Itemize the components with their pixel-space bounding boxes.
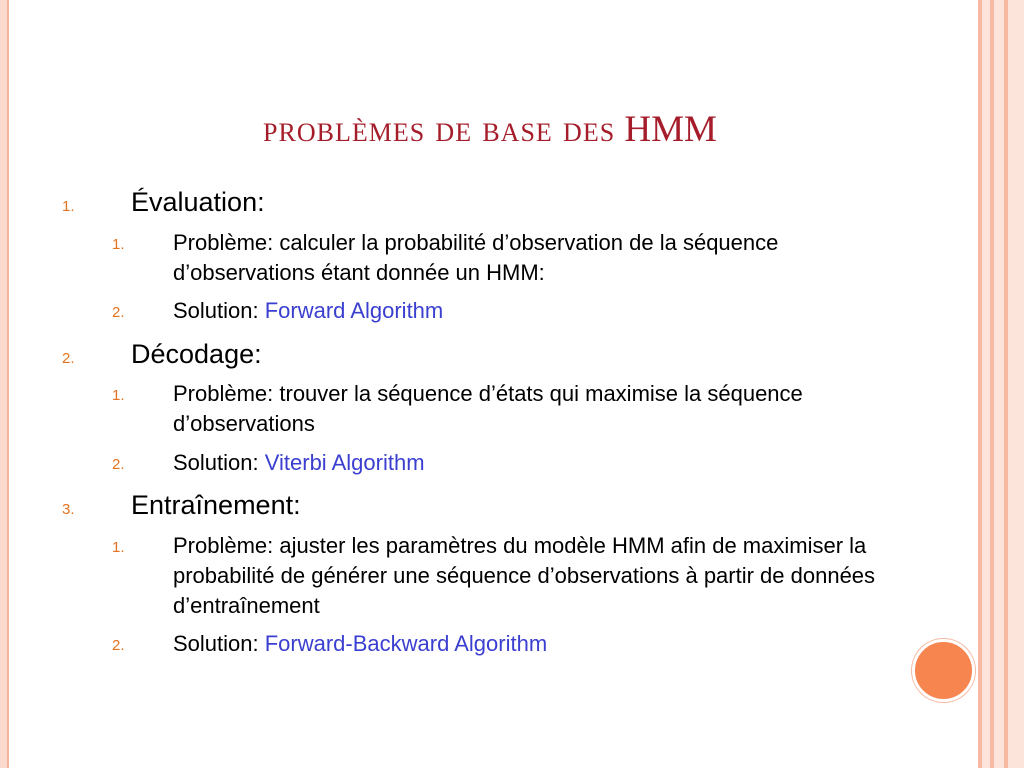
solution-prefix: Solution: — [173, 450, 265, 475]
algorithm-name: Forward Algorithm — [264, 298, 444, 323]
solution-prefix: Solution: — [173, 631, 265, 656]
list-item-label: Entraînement: — [131, 490, 301, 520]
list-number: 2. — [62, 350, 75, 367]
solution-prefix: Solution: — [173, 298, 265, 323]
sub-list-text: Problème: trouver la séquence d’états qui maximise la séquence d’observations — [173, 381, 803, 436]
sub-list-text: Problème: ajuster les paramètres du modèle HMM afin de maximiser la probabilité de générer une séquence d’observations à partir de données d’entraînement — [173, 533, 876, 618]
list-number: 3. — [62, 501, 75, 518]
list-item-label: Décodage: — [131, 339, 262, 369]
sub-list-number: 2. — [112, 456, 125, 473]
algorithm-name: Viterbi Algorithm — [264, 450, 425, 475]
algorithm-name: Forward-Backward Algorithm — [264, 631, 548, 656]
sub-list-solution — [173, 629, 893, 659]
sub-list-number: 1. — [112, 236, 125, 253]
sub-list-solution — [173, 296, 893, 326]
sub-list-text: Problème: calculer la probabilité d’observation de la séquence d’observations étant donnée un HMM: — [173, 230, 779, 285]
sub-list-number: 1. — [112, 387, 125, 404]
list-number: 1. — [62, 198, 75, 215]
list-item-label: Évaluation: — [131, 187, 265, 217]
sub-list-solution — [173, 448, 893, 478]
sub-list-number: 2. — [112, 304, 125, 321]
slide-title-suffix: HMM — [624, 109, 717, 150]
slide-title-prefix: problèmes de base des — [263, 109, 616, 150]
sub-list-number: 1. — [112, 539, 125, 556]
sub-list-number: 2. — [112, 637, 125, 654]
